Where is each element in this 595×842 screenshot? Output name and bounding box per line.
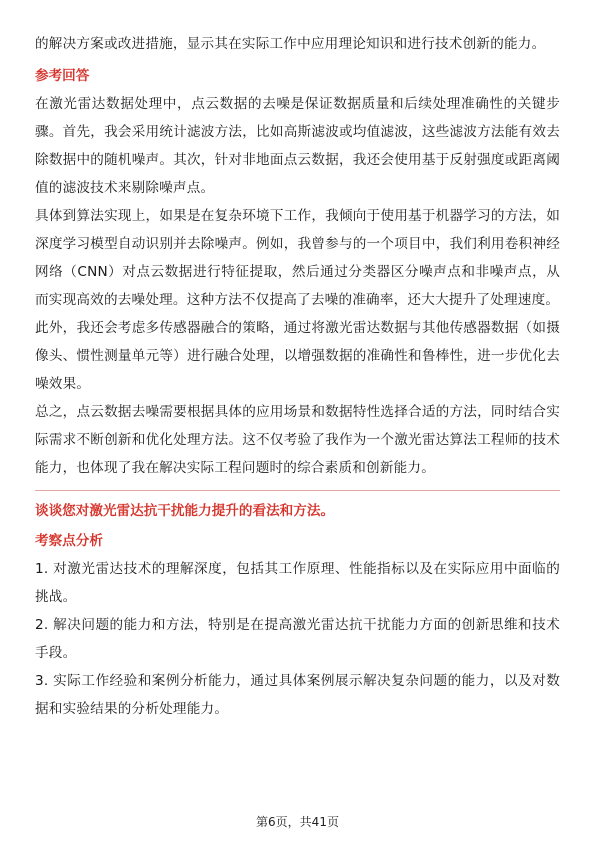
question-heading: 谈谈您对激光雷达抗干扰能力提升的看法和方法。 — [35, 503, 335, 519]
answer-paragraph-2: 具体到算法实现上，如果是在复杂环境下工作，我倾向于使用基于机器学习的方法，如深度学习模型自动识别并去除噪声。例如，我曾参与的一个项目中，我们利用卷积神经网络（CNN）对点云数据进行特征提取，然后通过分类器区分噪声点和非噪声点，从而实现高效的去噪处理。这种方法不仅提高了去噪的准确率，还大大提升了处理速度。 — [35, 208, 560, 308]
analysis-item-3: 3. 实际工作经验和案例分析能力，通过具体案例展示解决复杂问题的能力，以及对数据和实验结果的分析处理能力。 — [35, 673, 560, 717]
reference-answer-heading: 参考回答 — [35, 68, 90, 84]
answer-paragraph-1: 在激光雷达数据处理中，点云数据的去噪是保证数据质量和后续处理准确性的关键步骤。首先，我会采用统计滤波方法，比如高斯滤波或均值滤波，这些滤波方法能有效去除数据中的随机噪声。其次，针对非地面点云数据，我还会使用基于反射强度或距离阈值的滤波技术来剔除噪声点。 — [35, 96, 560, 196]
analysis-heading: 考察点分析 — [35, 533, 103, 549]
document-page — [35, 30, 560, 723]
answer-paragraph-4: 总之，点云数据去噪需要根据具体的应用场景和数据特性选择合适的方法，同时结合实际需求不断创新和优化处理方法。这不仅考验了我作为一个激光雷达算法工程师的技术能力，也体现了我在解决实际工程问题时的综合素质和创新能力。 — [35, 404, 560, 476]
section-divider — [35, 490, 560, 491]
answer-paragraph-3: 此外，我还会考虑多传感器融合的策略，通过将激光雷达数据与其他传感器数据（如摄像头、惯性测量单元等）进行融合处理，以增强数据的准确性和鲁棒性，进一步优化去噪效果。 — [35, 320, 560, 392]
continued-paragraph: 的解决方案或改进措施，显示其在实际工作中应用理论知识和进行技术创新的能力。 — [35, 36, 546, 52]
analysis-item-1: 1. 对激光雷达技术的理解深度，包括其工作原理、性能指标以及在实际应用中面临的挑战。 — [35, 561, 560, 605]
page-footer: 第6页，共41页 — [256, 815, 339, 829]
analysis-item-2: 2. 解决问题的能力和方法，特别是在提高激光雷达抗干扰能力方面的创新思维和技术手段。 — [35, 617, 560, 661]
